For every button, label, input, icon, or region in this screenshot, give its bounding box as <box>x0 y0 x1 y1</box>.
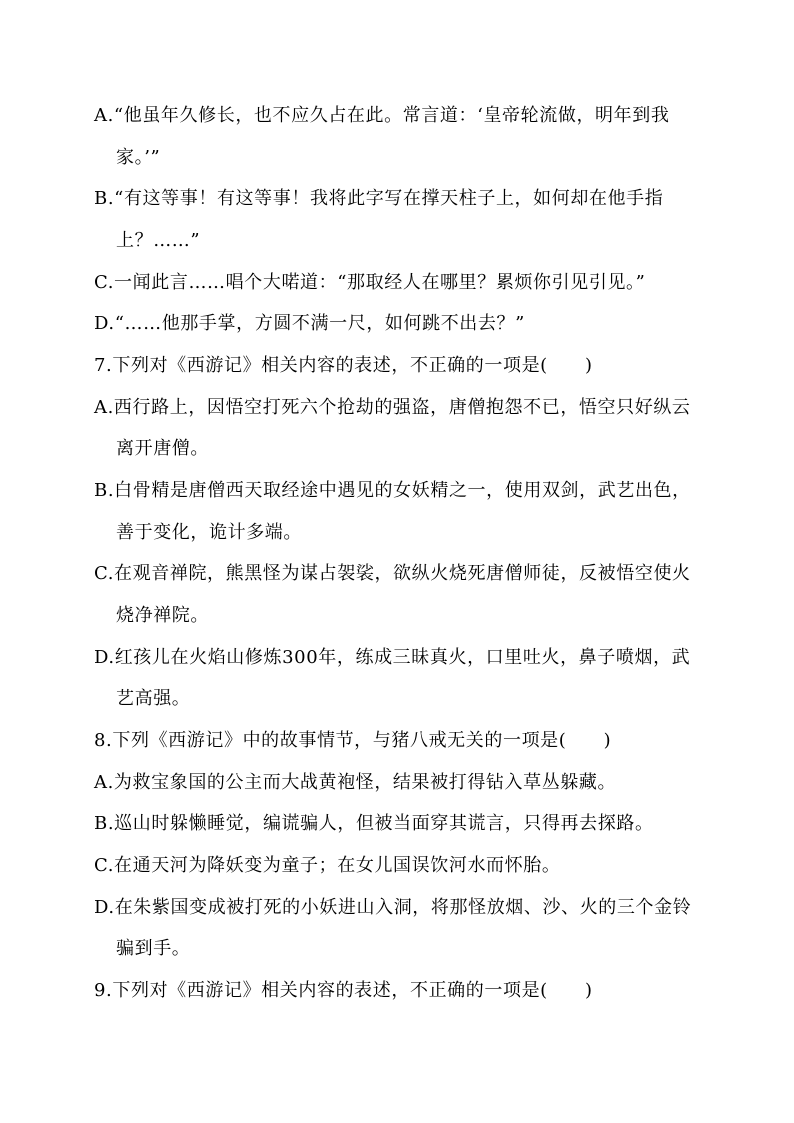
question-7: 7.下列对《西游记》相关内容的表述，不正确的一项是( ) <box>94 355 593 376</box>
option-c-line: C.一闻此言……唱个大喏道：“那取经人在哪里？累烦你引见引见。” <box>94 272 646 293</box>
question-8: 8.下列《西游记》中的故事情节，与猪八戒无关的一项是( ) <box>94 730 612 751</box>
q7-option-c-line-1: C.在观音禅院，熊黑怪为谋占袈裟，欲纵火烧死唐僧师徒，反被悟空使火 <box>94 563 691 584</box>
q8-option-d-line-2: 骗到手。 <box>116 938 191 959</box>
q7-option-b-line-2: 善于变化，诡计多端。 <box>116 522 302 543</box>
q8-option-b: B.巡山时躲懒睡觉，编谎骗人，但被当面穿其谎言，只得再去探路。 <box>94 813 654 834</box>
q7-option-d-line-2: 艺高强。 <box>116 688 191 709</box>
option-d-line: D.“……他那手掌，方圆不满一尺，如何跳不出去？” <box>94 313 525 334</box>
q7-option-b-line-1: B.白骨精是唐僧西天取经途中遇见的女妖精之一，使用双剑，武艺出色， <box>94 480 691 501</box>
q7-option-c-line-2: 烧净禅院。 <box>116 605 209 626</box>
option-a-line-2: 家。’” <box>116 147 161 168</box>
q8-option-a: A.为救宝象国的公主而大战黄袍怪，结果被打得钻入草丛躲藏。 <box>94 772 617 793</box>
option-b-line-2: 上？……” <box>116 230 201 251</box>
option-b-line-1: B.“有这等事！有这等事！我将此字写在撑天柱子上，如何却在他手指 <box>94 188 664 209</box>
question-9: 9.下列对《西游记》相关内容的表述，不正确的一项是( ) <box>94 980 593 1001</box>
q7-option-d-line-1: D.红孩儿在火焰山修炼300年，练成三昧真火，口里吐火，鼻子喷烟，武 <box>94 647 691 668</box>
option-a-line-1: A.“他虽年久修长，也不应久占在此。常言道：‘皇帝轮流做，明年到我 <box>94 105 670 126</box>
q7-option-a-line-1: A.西行路上，因悟空打死六个抢劫的强盗，唐僧抱怨不已，悟空只好纵云 <box>94 397 691 418</box>
q7-option-a-line-2: 离开唐僧。 <box>116 438 209 459</box>
q8-option-c: C.在通天河为降妖变为童子；在女儿国误饮河水而怀胎。 <box>94 855 561 876</box>
q8-option-d-line-1: D.在朱紫国变成被打死的小妖进山入洞，将那怪放烟、沙、火的三个金铃 <box>94 897 692 918</box>
